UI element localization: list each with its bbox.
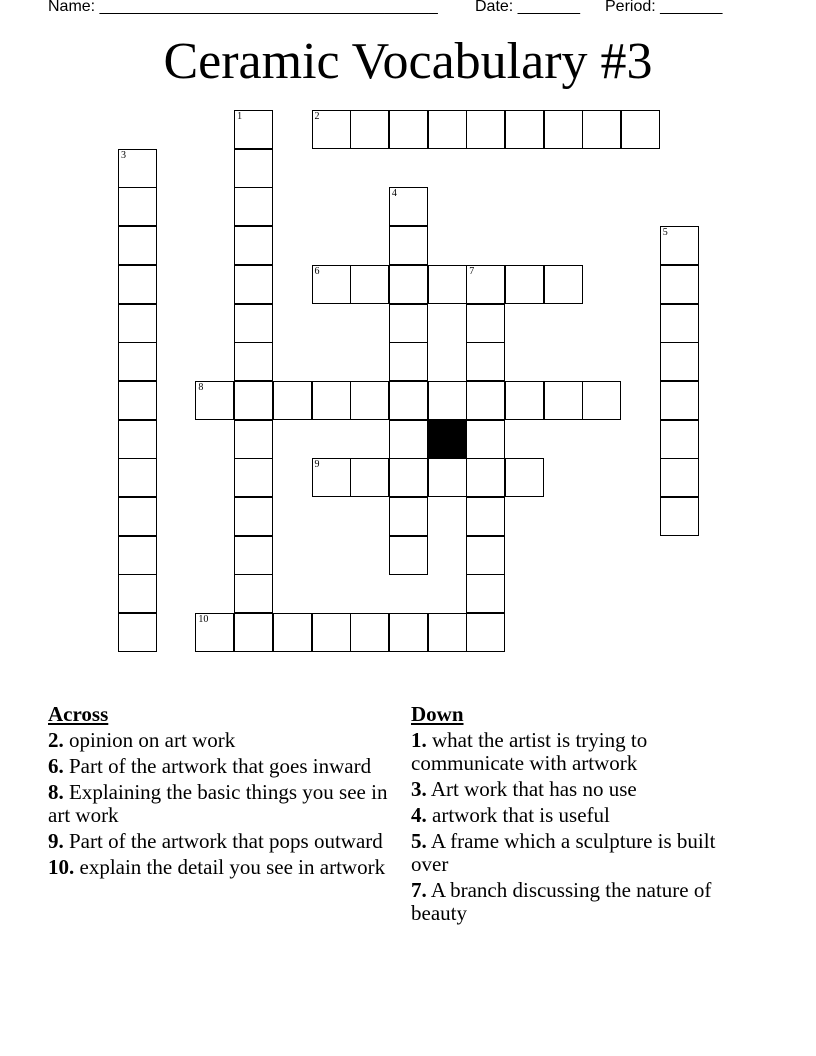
crossword-cell[interactable] (389, 226, 428, 265)
name-label: Name: (48, 0, 96, 15)
crossword-cell[interactable] (118, 342, 157, 381)
clue-text: Explaining the basic things you see in art work (48, 780, 388, 827)
crossword-cell[interactable] (118, 304, 157, 343)
crossword-cell[interactable] (466, 381, 505, 420)
across-clue-list (48, 729, 388, 879)
clue-text: Art work that has no use (426, 777, 637, 801)
clue-number: 1. (411, 728, 427, 752)
clue-number: 2 (314, 111, 320, 122)
crossword-cell[interactable] (234, 536, 273, 575)
across-clue (48, 729, 388, 752)
date-label: Date: (475, 0, 514, 15)
crossword-cell[interactable] (350, 381, 389, 420)
crossword-cell[interactable] (312, 458, 351, 497)
crossword-cell[interactable] (118, 381, 157, 420)
clue-text: opinion on art work (63, 728, 236, 752)
crossword-cell[interactable] (466, 497, 505, 536)
crossword-cell[interactable] (195, 381, 234, 420)
crossword-cell[interactable] (234, 497, 273, 536)
crossword-cell[interactable] (544, 265, 583, 304)
across-heading: Across (48, 702, 109, 726)
crossword-cell[interactable] (234, 458, 273, 497)
down-clue (411, 879, 751, 925)
crossword-cell[interactable] (118, 613, 157, 652)
crossword-cell[interactable] (118, 187, 157, 226)
worksheet-title: Ceramic Vocabulary #3 (163, 33, 653, 90)
across-clue (48, 856, 388, 879)
crossword-cell[interactable] (118, 420, 157, 459)
crossword-cell[interactable] (660, 226, 699, 265)
clue-number: 8. (48, 780, 64, 804)
clue-number: 5. (411, 829, 427, 853)
crossword-cell[interactable] (544, 110, 583, 149)
crossword-cell[interactable] (118, 265, 157, 304)
clue-number: 7. (411, 878, 427, 902)
clue-number: 3. (411, 777, 427, 801)
crossword-cell[interactable] (350, 613, 389, 652)
across-clue (48, 781, 388, 827)
crossword-cell[interactable] (505, 265, 544, 304)
across-clue (48, 755, 388, 778)
crossword-cell[interactable] (428, 110, 467, 149)
clue-text: Part of the artwork that pops outward (63, 829, 383, 853)
clue-number: 1 (237, 111, 243, 122)
crossword-cell[interactable] (660, 342, 699, 381)
crossword-cell[interactable] (466, 536, 505, 575)
crossword-cell[interactable] (466, 420, 505, 459)
crossword-cell[interactable] (118, 536, 157, 575)
crossword-cell[interactable] (350, 110, 389, 149)
down-clues (411, 703, 751, 928)
crossword-cell[interactable] (234, 613, 273, 652)
crossword-cell[interactable] (234, 381, 273, 420)
crossword-cell[interactable] (660, 304, 699, 343)
clue-number: 5 (662, 227, 668, 239)
crossword-cell[interactable] (466, 574, 505, 613)
crossword-cell[interactable] (389, 536, 428, 575)
crossword-cell[interactable] (428, 613, 467, 652)
crossword-cell[interactable] (466, 110, 505, 149)
down-clue (411, 830, 751, 876)
clue-number: 6. (48, 754, 64, 778)
crossword-cell[interactable] (234, 304, 273, 343)
crossword-cell[interactable] (234, 342, 273, 381)
black-square (428, 420, 467, 459)
crossword-cell[interactable] (428, 381, 467, 420)
crossword-cell[interactable] (234, 420, 273, 459)
crossword-cell[interactable] (234, 574, 273, 613)
crossword-cell[interactable] (389, 381, 428, 420)
clue-number: 9. (48, 829, 64, 853)
clue-text: what the artist is trying to communicate with artwork (411, 728, 648, 775)
crossword-cell[interactable] (466, 265, 505, 304)
crossword-cell[interactable] (389, 187, 428, 226)
crossword-cell[interactable] (350, 265, 389, 304)
crossword-cell[interactable] (118, 574, 157, 613)
clue-text: artwork that is useful (426, 803, 610, 827)
crossword-cell[interactable] (505, 458, 544, 497)
crossword-cell[interactable] (118, 458, 157, 497)
crossword-cell[interactable] (312, 110, 351, 149)
crossword-cell[interactable] (544, 381, 583, 420)
crossword-cell[interactable] (466, 458, 505, 497)
crossword-cell[interactable] (234, 110, 273, 149)
crossword-cell[interactable] (660, 420, 699, 459)
crossword-cell[interactable] (234, 149, 273, 188)
down-heading: Down (411, 702, 464, 726)
crossword-cell[interactable] (428, 265, 467, 304)
clue-number: 6 (314, 265, 320, 277)
crossword-cell[interactable] (428, 458, 467, 497)
crossword-cell[interactable] (234, 265, 273, 304)
crossword-cell[interactable] (389, 342, 428, 381)
clue-number: 4 (391, 188, 397, 200)
crossword-cell[interactable] (660, 265, 699, 304)
clue-number: 8 (198, 381, 204, 393)
crossword-cell[interactable] (273, 381, 312, 420)
crossword-cell[interactable] (660, 381, 699, 420)
down-clue (411, 804, 751, 827)
clue-number: 4. (411, 803, 427, 827)
clue-number: 10 (198, 614, 209, 626)
crossword-cell[interactable] (505, 381, 544, 420)
crossword-cell[interactable] (273, 613, 312, 652)
crossword-cell[interactable] (350, 458, 389, 497)
period-blank[interactable]: _______ (660, 0, 723, 15)
crossword-cell[interactable] (312, 381, 351, 420)
across-clues (48, 703, 388, 882)
crossword-cell[interactable] (118, 497, 157, 536)
crossword-cell[interactable] (582, 110, 621, 149)
crossword-cell[interactable] (389, 458, 428, 497)
crossword-cell[interactable] (660, 458, 699, 497)
crossword-cell[interactable] (195, 613, 234, 652)
crossword-cell[interactable] (312, 265, 351, 304)
crossword-cell[interactable] (389, 110, 428, 149)
clue-text: A branch discussing the nature of beauty (411, 878, 712, 925)
down-clue (411, 778, 751, 801)
clue-number: 2. (48, 728, 64, 752)
crossword-cell[interactable] (466, 613, 505, 652)
crossword-cell[interactable] (389, 265, 428, 304)
crossword-cell[interactable] (389, 420, 428, 459)
clue-number: 10. (48, 855, 75, 879)
crossword-cell[interactable] (118, 226, 157, 265)
crossword-cell[interactable] (505, 110, 544, 149)
crossword-cell[interactable] (621, 110, 660, 149)
clue-number: 7 (469, 265, 475, 277)
crossword-cell[interactable] (466, 304, 505, 343)
clue-text: Part of the artwork that goes inward (63, 754, 372, 778)
clue-number: 9 (314, 459, 320, 471)
date-blank[interactable]: _______ (517, 0, 580, 15)
clue-number: 3 (121, 149, 126, 161)
clue-text: explain the detail you see in artwork (74, 855, 386, 879)
crossword-cell[interactable] (466, 342, 505, 381)
clue-text: A frame which a sculpture is built over (411, 829, 716, 876)
crossword-cell[interactable] (389, 497, 428, 536)
period-label: Period: (605, 0, 656, 15)
crossword-cell[interactable] (118, 149, 157, 188)
down-clue (411, 729, 751, 775)
crossword-cell[interactable] (389, 613, 428, 652)
crossword-cell[interactable] (582, 381, 621, 420)
crossword-cell[interactable] (660, 497, 699, 536)
down-clue-list (411, 729, 751, 925)
crossword-cell[interactable] (234, 187, 273, 226)
crossword-cell[interactable] (389, 304, 428, 343)
across-clue (48, 830, 388, 853)
name-blank[interactable]: ______________________________________ (99, 0, 438, 15)
crossword-cell[interactable] (312, 613, 351, 652)
crossword-cell[interactable] (234, 226, 273, 265)
